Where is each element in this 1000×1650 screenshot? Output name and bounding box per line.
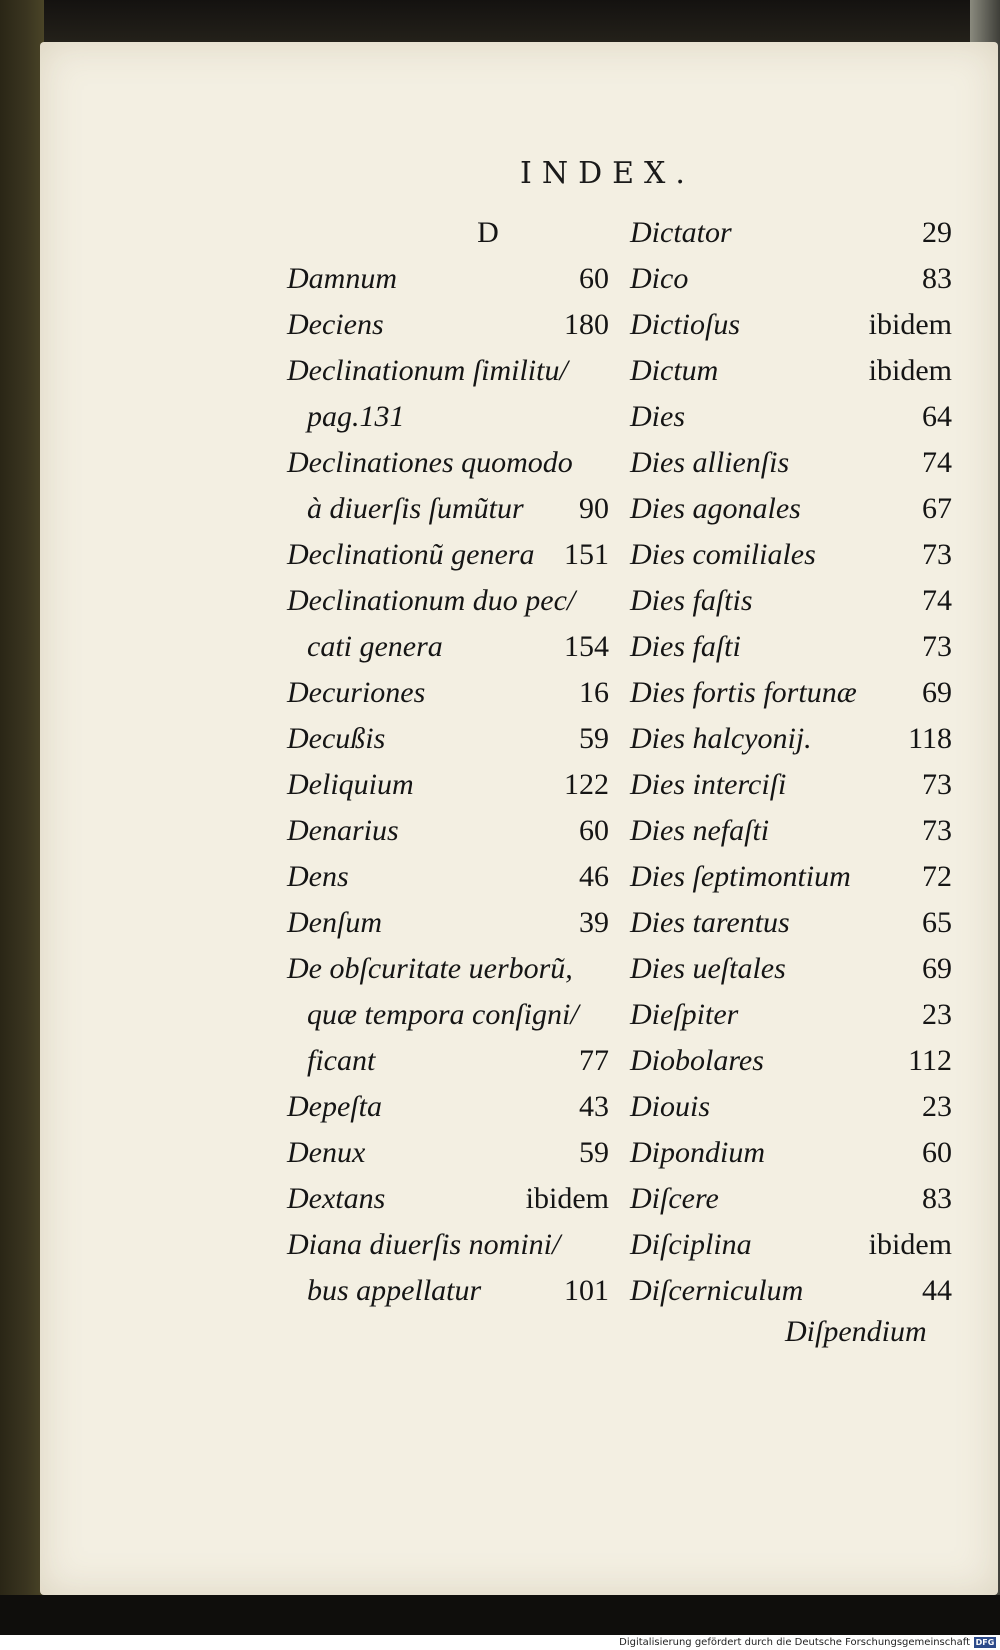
index-entry — [287, 762, 609, 808]
page-reference: 23 — [922, 1090, 952, 1123]
index-term: Deliquium — [287, 768, 414, 801]
index-entry — [630, 1084, 952, 1130]
index-entry — [630, 1130, 952, 1176]
index-entry — [630, 624, 952, 670]
page-reference: 23 — [922, 998, 952, 1031]
index-entry — [630, 302, 952, 348]
page-reference: 83 — [922, 1182, 952, 1215]
index-entry — [630, 992, 952, 1038]
page-reference: 29 — [922, 216, 952, 249]
index-term: Dies faſtis — [630, 584, 753, 617]
index-entry — [630, 578, 952, 624]
index-entry — [630, 1038, 952, 1084]
page-reference: ibidem — [525, 1182, 609, 1215]
index-entry — [630, 1222, 952, 1268]
index-term: Dies ueſtales — [630, 952, 786, 985]
index-entry — [287, 808, 609, 854]
index-entry — [630, 854, 952, 900]
page-reference: 101 — [564, 1274, 609, 1307]
page-reference: 90 — [579, 492, 609, 525]
page-reference: 74 — [922, 584, 952, 617]
index-term: Dies interciſi — [630, 768, 787, 801]
index-term: Denſum — [287, 906, 382, 939]
index-term: Diana diuerſis nomini/ — [287, 1228, 561, 1261]
page-reference: 46 — [579, 860, 609, 893]
index-term: Damnum — [287, 262, 397, 295]
index-entry — [287, 716, 609, 762]
index-term: Dies tarentus — [630, 906, 790, 939]
index-term: Decußis — [287, 722, 386, 755]
index-entry — [630, 762, 952, 808]
index-term: Dies agonales — [630, 492, 801, 525]
index-column-left — [287, 210, 609, 1314]
index-term: Dieſpiter — [630, 998, 739, 1031]
index-entry — [630, 486, 952, 532]
index-entry — [287, 854, 609, 900]
index-term: bus appellatur — [307, 1274, 482, 1307]
section-letter — [287, 210, 609, 256]
page-reference: 73 — [922, 538, 952, 571]
index-entry — [630, 440, 952, 486]
index-entry — [287, 394, 609, 440]
index-entry — [630, 808, 952, 854]
index-term: ficant — [307, 1044, 376, 1077]
index-column-right — [630, 210, 952, 1314]
section-letter-text: D — [477, 216, 499, 249]
page-header: INDEX. — [520, 156, 695, 191]
index-entry — [287, 624, 609, 670]
index-term: Dies comiliales — [630, 538, 816, 571]
scan-frame-top — [0, 0, 1000, 44]
index-entry — [630, 900, 952, 946]
index-entry — [287, 1038, 609, 1084]
index-entry — [630, 256, 952, 302]
index-term: Dictioſus — [630, 308, 740, 341]
page-reference: ibidem — [868, 354, 952, 387]
index-entry — [287, 486, 609, 532]
index-term: Denarius — [287, 814, 399, 847]
index-entry — [287, 256, 609, 302]
index-term: Deciens — [287, 308, 384, 341]
index-entry — [287, 440, 609, 486]
index-term: Diſcere — [630, 1182, 719, 1215]
index-term: Declinationum duo pec/ — [287, 584, 576, 617]
page-reference: 73 — [922, 768, 952, 801]
index-term: Dies halcyonij. — [630, 722, 812, 755]
index-term: Declinationes quomodo — [287, 446, 573, 479]
index-entry — [287, 302, 609, 348]
page-reference: 16 — [579, 676, 609, 709]
page-reference: 72 — [922, 860, 952, 893]
index-term: Diſciplina — [630, 1228, 752, 1261]
index-term: à diuerſis ſumũtur — [307, 492, 524, 525]
page-reference: 154 — [564, 630, 609, 663]
scan-frame-bottom — [0, 1595, 1000, 1635]
index-term: Declinationũ genera — [287, 538, 535, 571]
index-term: Dens — [287, 860, 349, 893]
index-term: Depeſta — [287, 1090, 382, 1123]
index-entry — [287, 532, 609, 578]
page-reference: 77 — [579, 1044, 609, 1077]
page-reference: 122 — [564, 768, 609, 801]
page-reference: 112 — [908, 1044, 952, 1077]
page-reference: 83 — [922, 262, 952, 295]
page-reference: 65 — [922, 906, 952, 939]
index-term: Diſcerniculum — [630, 1274, 804, 1307]
index-term: cati genera — [307, 630, 443, 663]
index-term: Decuriones — [287, 676, 426, 709]
index-entry — [287, 578, 609, 624]
index-entry — [630, 716, 952, 762]
index-entry — [287, 1176, 609, 1222]
index-term: Dies — [630, 400, 685, 433]
page-reference: 43 — [579, 1090, 609, 1123]
index-entry — [630, 210, 952, 256]
index-entry — [630, 348, 952, 394]
page-reference: 44 — [922, 1274, 952, 1307]
index-entry — [630, 670, 952, 716]
footer-bar — [0, 1635, 1000, 1650]
page-reference: 118 — [908, 722, 952, 755]
page-reference: 39 — [579, 906, 609, 939]
page-reference: 74 — [922, 446, 952, 479]
page-reference: 73 — [922, 814, 952, 847]
scan-frame-left — [0, 0, 44, 1650]
index-entry — [287, 1084, 609, 1130]
index-term: Dies allienſis — [630, 446, 790, 479]
index-term: Diouis — [630, 1090, 711, 1123]
page-reference: 60 — [922, 1136, 952, 1169]
index-term: Dies ſeptimontium — [630, 860, 851, 893]
page-reference: 69 — [922, 676, 952, 709]
page-reference: 69 — [922, 952, 952, 985]
catchword: Diſpendium — [785, 1315, 927, 1348]
page-reference: 180 — [564, 308, 609, 341]
footer-credit: Digitalisierung gefördert durch die Deutsche Forschungsgemeinschaft — [619, 1637, 970, 1648]
index-entry — [630, 1268, 952, 1314]
index-term: Dextans — [287, 1182, 386, 1215]
index-term: De obſcuritate uerborũ, — [287, 952, 573, 985]
index-term: Dipondium — [630, 1136, 765, 1169]
index-term: Dies nefaſti — [630, 814, 770, 847]
index-entry — [287, 1130, 609, 1176]
page-reference: 60 — [579, 814, 609, 847]
index-entry — [287, 348, 609, 394]
index-entry — [630, 1176, 952, 1222]
page-reference: 73 — [922, 630, 952, 663]
index-term: Dies faſti — [630, 630, 741, 663]
index-entry — [287, 1222, 609, 1268]
page-reference: 60 — [579, 262, 609, 295]
page-reference: 59 — [579, 1136, 609, 1169]
index-entry — [287, 946, 609, 992]
page-reference: 151 — [564, 538, 609, 571]
index-entry — [287, 1268, 609, 1314]
page-reference: ibidem — [868, 1228, 952, 1261]
index-entry — [630, 532, 952, 578]
index-term: Dictator — [630, 216, 732, 249]
index-entry — [630, 394, 952, 440]
index-entry — [287, 900, 609, 946]
index-term: Denux — [287, 1136, 366, 1169]
page-reference: ibidem — [868, 308, 952, 341]
page-reference: 67 — [922, 492, 952, 525]
index-term: quæ tempora conſigni/ — [307, 998, 579, 1031]
index-term: Diobolares — [630, 1044, 764, 1077]
page-reference: 59 — [579, 722, 609, 755]
index-entry — [287, 670, 609, 716]
dfg-logo: DFG — [975, 1638, 995, 1647]
index-term: Dies fortis fortunæ — [630, 676, 857, 709]
index-term: Dictum — [630, 354, 719, 387]
index-term: Dico — [630, 262, 689, 295]
index-term: pag.131 — [307, 400, 405, 433]
page-reference: 64 — [922, 400, 952, 433]
index-entry — [287, 992, 609, 1038]
index-entry — [630, 946, 952, 992]
index-term: Declinationum ſimilitu/ — [287, 354, 568, 387]
